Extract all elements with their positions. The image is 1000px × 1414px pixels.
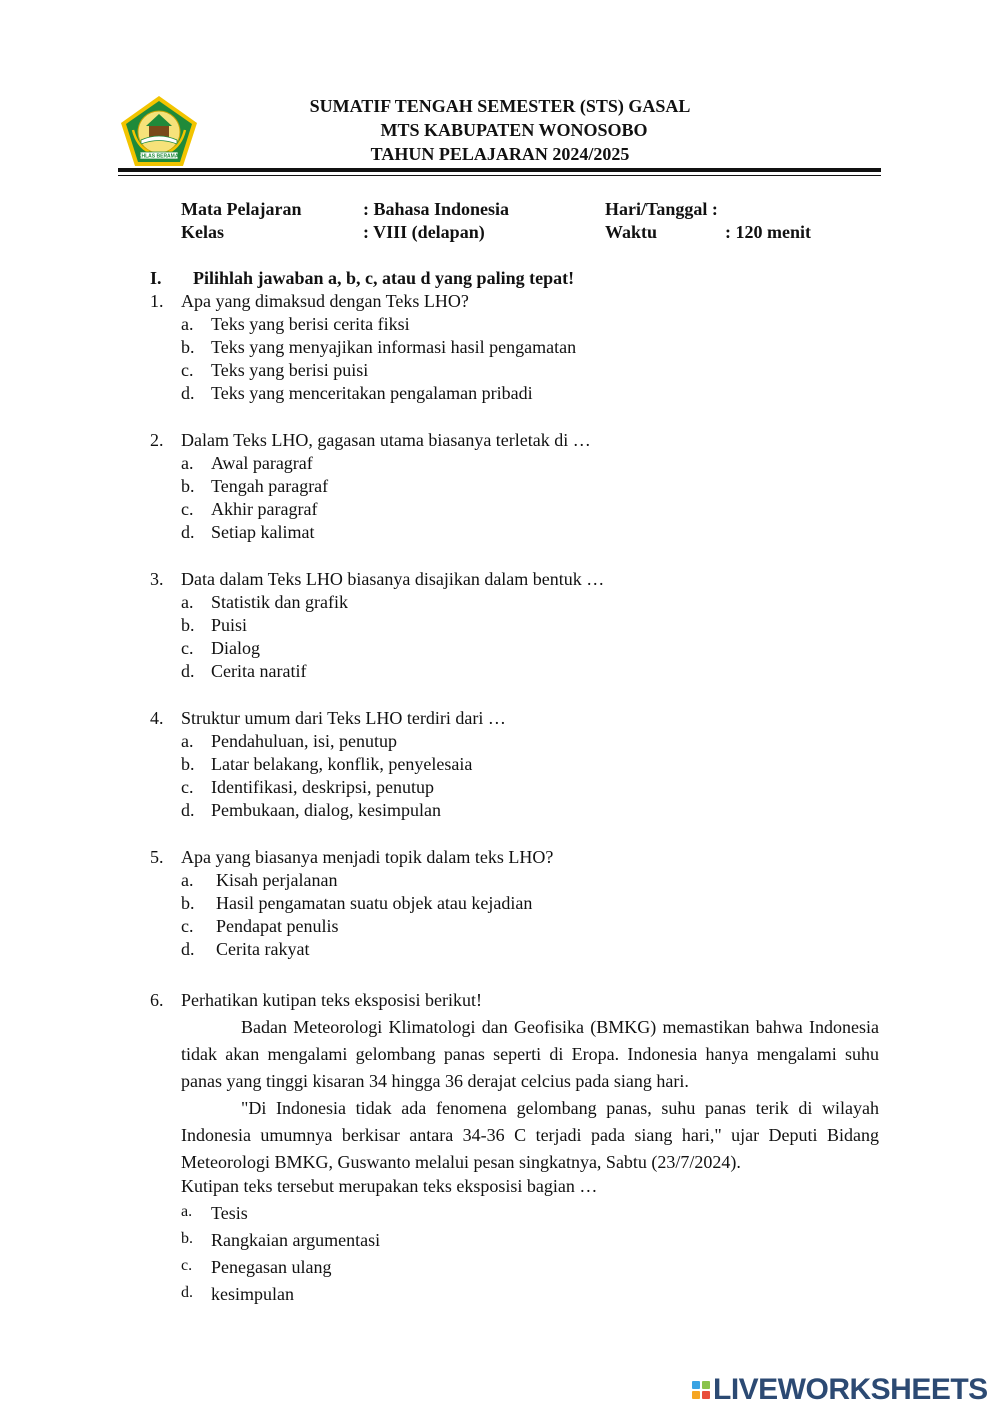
option-text: Hasil pengamatan suatu objek atau kejadian [216,893,533,913]
question-text: Dalam Teks LHO, gagasan utama biasanya terletak di … [181,430,591,450]
question-number: 1. [150,291,164,311]
option-letter: b. [181,615,195,635]
option-text: Statistik dan grafik [211,592,348,612]
option-letter: a. [181,592,194,612]
option-letter: d. [181,800,195,820]
question-number: 2. [150,430,164,450]
option-letter: c. [181,777,194,797]
option-letter: d. [181,1284,193,1301]
option-letter: b. [181,1230,193,1247]
header-rule-thin [118,175,881,176]
section-instruction: Pilihlah jawaban a, b, c, atau d yang paling tepat! [193,268,575,288]
option-text: Pendahuluan, isi, penutup [211,731,397,751]
school-logo [119,94,199,168]
option-text: Teks yang berisi cerita fiksi [211,314,410,334]
header-title-line3: TAHUN PELAJARAN 2024/2025 [370,144,630,164]
option-letter: d. [181,522,195,542]
option-text: Kisah perjalanan [216,870,338,890]
option-text: Setiap kalimat [211,522,315,542]
question-prompt: Kutipan teks tersebut merupakan teks eksposisi bagian … [181,1176,598,1196]
question-number: 5. [150,847,164,867]
passage-paragraph-2 [181,1095,879,1176]
option-letter: c. [181,638,194,658]
passage-paragraph-1-text: Badan Meteorologi Klimatologi dan Geofisika (BMKG) memastikan bahwa Indonesia tidak akan mengalami gelombang panas seperti di Eropa. Indonesia hanya mengalami suhu panas yang tinggi kisaran 34 hingga 36 derajat celcius pada siang hari. [181,1017,879,1091]
brand-color-blocks [692,1381,710,1399]
option-text: Tesis [211,1203,248,1223]
question-text: Apa yang dimaksud dengan Teks LHO? [181,291,469,311]
passage-paragraph-2-text: "Di Indonesia tidak ada fenomena gelombang panas, suhu panas terik di wilayah Indonesia umumnya berkisar antara 34-36 C terjadi pada siang hari," ujar Deputi Bidang Meteorologi BMKG, Guswanto melalui pesan singkatnya, Sabtu (23/7/2024). [181,1098,879,1172]
class-label: Kelas [181,222,224,242]
option-letter: d. [181,383,195,403]
option-letter: b. [181,893,195,913]
header-rule-thick [118,168,881,172]
option-letter: a. [181,870,194,890]
question-number: 3. [150,569,164,589]
time-label: Waktu [605,222,658,242]
option-letter: c. [181,499,194,519]
question-text: Perhatikan kutipan teks eksposisi berikut! [181,990,482,1010]
option-text: Teks yang berisi puisi [211,360,369,380]
date-label: Hari/Tanggal : [605,199,718,219]
brand-block [692,1381,700,1389]
brand-text: LIVEWORKSHEETS [713,1373,988,1406]
time-value: : 120 menit [725,222,811,242]
option-letter: c. [181,1257,193,1274]
brand-block [702,1381,710,1389]
option-text: Pembukaan, dialog, kesimpulan [211,800,441,820]
option-text: Teks yang menceritakan pengalaman pribadi [211,383,533,403]
option-letter: c. [181,916,194,936]
question-number: 6. [150,990,164,1010]
question-number: 4. [150,708,164,728]
option-text: kesimpulan [211,1284,294,1304]
option-letter: a. [181,453,194,473]
option-text: Tengah paragraf [211,476,329,496]
subject-value: : Bahasa Indonesia [363,199,510,219]
subject-label: Mata Pelajaran [181,199,302,219]
option-letter: a. [181,1203,193,1220]
option-letter: d. [181,939,195,959]
option-text: Awal paragraf [211,453,313,473]
option-text: Identifikasi, deskripsi, penutup [211,777,434,797]
option-text: Puisi [211,615,248,635]
passage-paragraph-1 [181,1014,879,1095]
liveworksheets-logo [692,1374,988,1406]
option-text: Teks yang menyajikan informasi hasil pengamatan [211,337,577,357]
logo-motto: IKHLAS BERAMAL [136,153,182,160]
class-value: : VIII (delapan) [363,222,485,242]
option-text: Cerita naratif [211,661,307,681]
option-letter: b. [181,476,195,496]
option-text: Penegasan ulang [211,1257,332,1277]
header-title-line2: MTS KABUPATEN WONOSOBO [380,120,648,140]
brand-block [702,1391,710,1399]
option-letter: c. [181,360,194,380]
brand-block [692,1391,700,1399]
option-letter: b. [181,337,195,357]
option-letter: d. [181,661,195,681]
option-text: Akhir paragraf [211,499,318,519]
question-text: Apa yang biasanya menjadi topik dalam teks LHO? [181,847,554,867]
option-text: Rangkaian argumentasi [211,1230,381,1250]
option-text: Dialog [211,638,260,658]
question-text: Data dalam Teks LHO biasanya disajikan dalam bentuk … [181,569,605,589]
option-text: Cerita rakyat [216,939,310,959]
header-title-line1: SUMATIF TENGAH SEMESTER (STS) GASAL [309,96,691,116]
option-letter: a. [181,314,194,334]
option-letter: b. [181,754,195,774]
option-text: Pendapat penulis [216,916,339,936]
option-letter: a. [181,731,194,751]
question-text: Struktur umum dari Teks LHO terdiri dari … [181,708,506,728]
option-text: Latar belakang, konflik, penyelesaia [211,754,473,774]
section-number: I. [150,268,162,288]
